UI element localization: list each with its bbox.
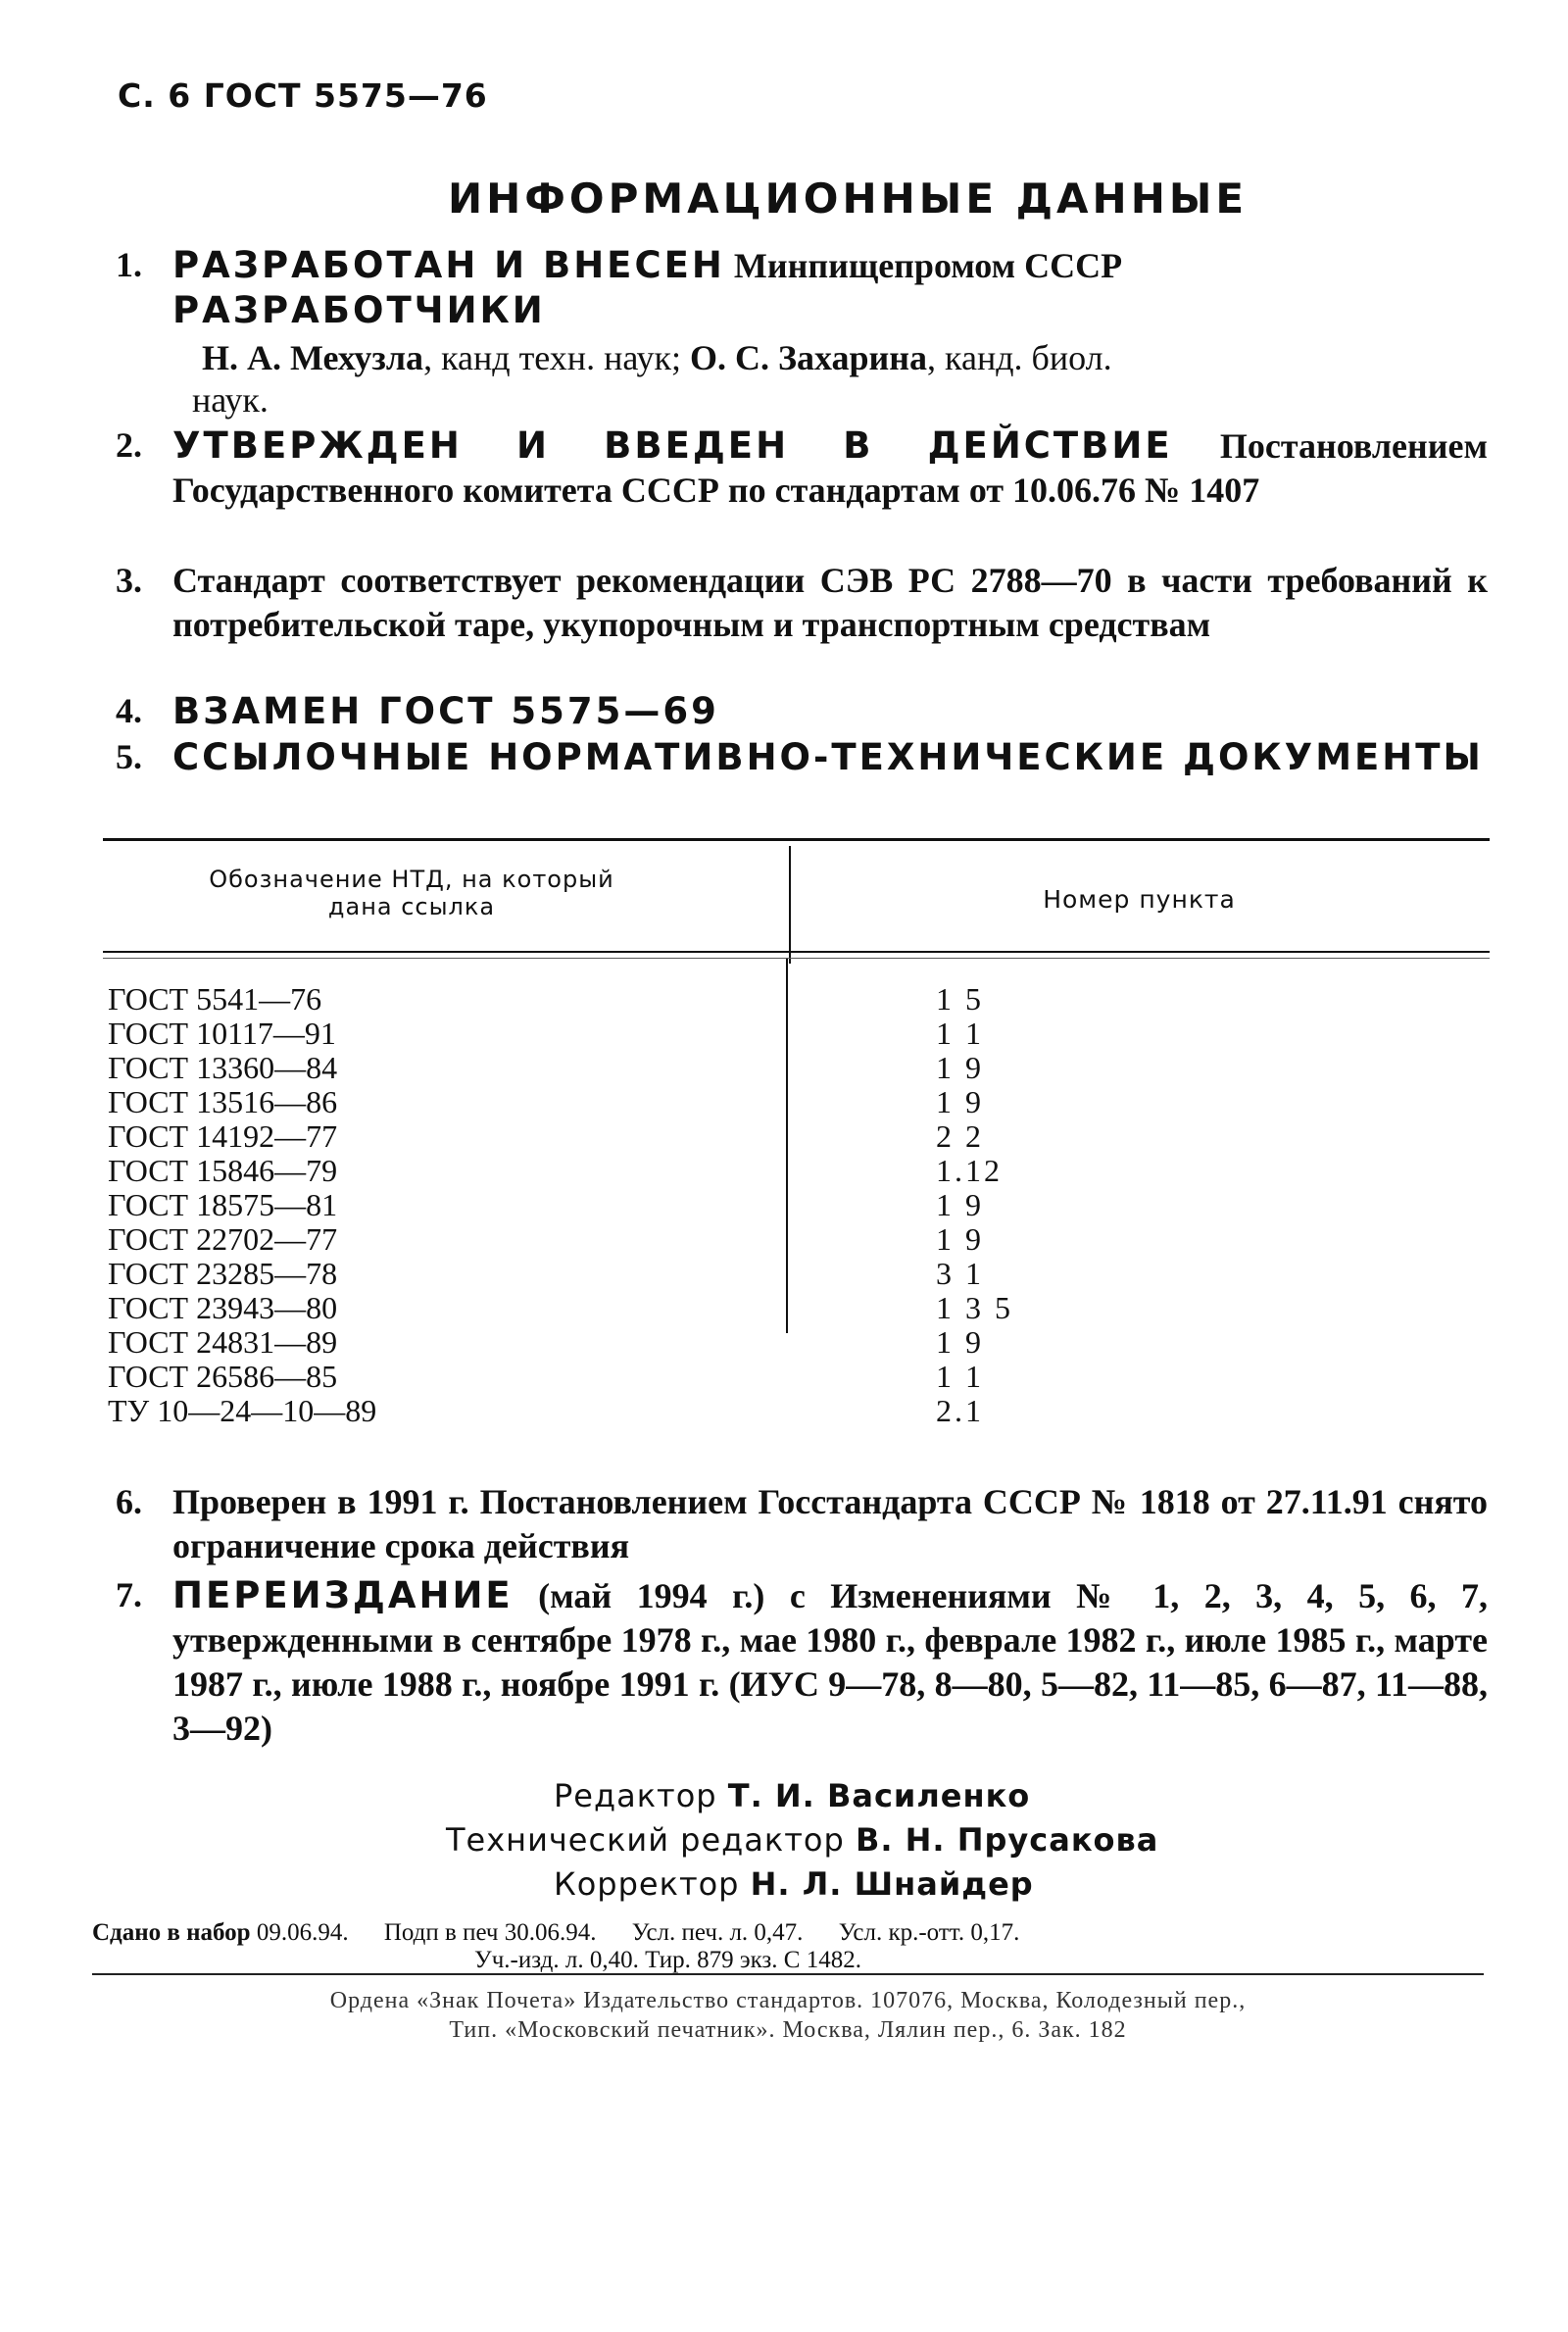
ntd-reference: ГОСТ 13516—86 bbox=[108, 1084, 338, 1119]
table-row bbox=[103, 1325, 1490, 1360]
footer-line: Ордена «Знак Почета» Издательство стандартов. 107076, Москва, Колодезный пер., bbox=[329, 1988, 1247, 2013]
developers-caption: РАЗРАБОТЧИКИ bbox=[172, 289, 546, 331]
item-text: Минпищепромом СССР bbox=[733, 246, 1123, 285]
tech-editor-line bbox=[0, 1820, 1568, 1860]
item-number: 2. bbox=[116, 425, 142, 465]
ntd-reference: ГОСТ 22702—77 bbox=[108, 1221, 338, 1257]
item-number: 1. bbox=[116, 245, 142, 284]
table-row bbox=[103, 1119, 1490, 1154]
point-number: 1 9 bbox=[936, 1221, 984, 1257]
point-number: 1 9 bbox=[936, 1187, 984, 1222]
imprint-line-2: Уч.-изд. л. 0,40. Тир. 879 экз. С 1482. bbox=[474, 1947, 861, 1973]
point-number: 2.1 bbox=[936, 1393, 984, 1428]
column-header-point: Номер пункта bbox=[1043, 885, 1236, 914]
point-number: 1 9 bbox=[936, 1084, 984, 1119]
item-6 bbox=[116, 1480, 1488, 1568]
point-number: 2 2 bbox=[936, 1118, 984, 1154]
item-number: 4. bbox=[116, 691, 142, 730]
table-body bbox=[103, 982, 1490, 1428]
item-text: (май 1994 г.) с Изменениями № 1, 2, 3, 4, 5, 6, 7, утвержденными в сентябре 1978 г., мае 1980 г., феврале 1982 г., июле 1985 г., марте 1987 г., июле 1988 г., ноябре 1991 г. (ИУС 9—78, 8—80, 5—82, 11—85, 6—87, 11—88, 3—92) bbox=[172, 1576, 1489, 1748]
point-number: 3 1 bbox=[936, 1256, 984, 1291]
imprint-print: Подп в печ 30.06.94. bbox=[383, 1919, 597, 1946]
ntd-reference: ТУ 10—24—10—89 bbox=[108, 1393, 377, 1428]
table-row bbox=[103, 1257, 1490, 1291]
table-row bbox=[103, 1394, 1490, 1428]
item-caption: ССЫЛОЧНЫЕ НОРМАТИВНО-ТЕХНИЧЕСКИЕ ДОКУМЕНТЫ bbox=[172, 736, 1484, 778]
signature-name: Т. И. Василенко bbox=[727, 1777, 1031, 1814]
ntd-reference: ГОСТ 26586—85 bbox=[108, 1359, 338, 1394]
item-caption: ВЗАМЕН ГОСТ 5575—69 bbox=[172, 690, 719, 732]
item-text: Проверен в 1991 г. Постановлением Госстандарта СССР № 1818 от 27.11.91 снято ограничение срока действия bbox=[172, 1482, 1488, 1565]
point-number: 1.12 bbox=[936, 1153, 1003, 1188]
table-row bbox=[103, 1222, 1490, 1257]
ntd-reference: ГОСТ 18575—81 bbox=[108, 1187, 338, 1222]
point-number: 1 1 bbox=[936, 1359, 984, 1394]
signature-role: Редактор bbox=[554, 1777, 717, 1814]
item-number: 3. bbox=[116, 561, 142, 600]
header-rule-secondary bbox=[103, 958, 1490, 959]
item-text: Постановлением Государственного комитета СССР по стандартам от 10.06.76 № 1407 bbox=[172, 426, 1488, 510]
item-2 bbox=[116, 423, 1488, 513]
table-row bbox=[103, 1360, 1490, 1394]
item-1 bbox=[116, 243, 1488, 422]
ntd-reference: ГОСТ 13360—84 bbox=[108, 1050, 338, 1085]
table-row bbox=[103, 1188, 1490, 1222]
ntd-reference: ГОСТ 10117—91 bbox=[108, 1016, 336, 1051]
column-header-ntd: Обозначение НТД, на который дана ссылка bbox=[209, 866, 614, 920]
table-row bbox=[103, 1017, 1490, 1051]
point-number: 1 3 5 bbox=[936, 1290, 1013, 1325]
point-number: 1 1 bbox=[936, 1016, 984, 1051]
item-number: 5. bbox=[116, 737, 142, 776]
header-rule bbox=[103, 951, 1490, 953]
developer-degree: , канд техн. наук; bbox=[423, 338, 681, 377]
editor-line bbox=[0, 1776, 1568, 1815]
developer-degree-tail: наук. bbox=[192, 380, 269, 420]
imprint-date: 09.06.94. bbox=[256, 1919, 349, 1946]
item-number: 6. bbox=[116, 1482, 142, 1521]
signature-name: В. Н. Прусакова bbox=[855, 1821, 1159, 1859]
table-row bbox=[103, 1051, 1490, 1085]
signature-role: Корректор bbox=[554, 1865, 740, 1903]
item-caption: УТВЕРЖДЕН И ВВЕДЕН В ДЕЙСТВИЕ bbox=[172, 424, 1173, 467]
developers-list bbox=[192, 337, 1488, 422]
imprint-line-1 bbox=[92, 1918, 1484, 1948]
table-row bbox=[103, 1085, 1490, 1119]
document-title: ИНФОРМАЦИОННЫЕ ДАННЫЕ bbox=[447, 174, 1249, 223]
ntd-reference: ГОСТ 24831—89 bbox=[108, 1324, 338, 1360]
ntd-reference: ГОСТ 15846—79 bbox=[108, 1153, 338, 1188]
point-number: 1 9 bbox=[936, 1050, 984, 1085]
table-row bbox=[103, 1291, 1490, 1325]
item-number: 7. bbox=[116, 1575, 142, 1614]
table-top-rule bbox=[103, 838, 1490, 841]
item-4 bbox=[116, 689, 1488, 734]
item-7 bbox=[116, 1573, 1488, 1751]
ntd-reference: ГОСТ 5541—76 bbox=[108, 981, 322, 1017]
table-row bbox=[103, 1154, 1490, 1188]
ntd-reference: ГОСТ 23285—78 bbox=[108, 1256, 338, 1291]
point-number: 1 9 bbox=[936, 1324, 984, 1360]
ntd-reference: ГОСТ 14192—77 bbox=[108, 1118, 338, 1154]
table-row bbox=[103, 982, 1490, 1017]
item-caption: ПЕРЕИЗДАНИЕ bbox=[172, 1574, 514, 1616]
item-5 bbox=[116, 735, 1488, 780]
item-caption: РАЗРАБОТАН И ВНЕСЕН bbox=[172, 244, 725, 286]
item-3 bbox=[116, 559, 1488, 647]
footer-divider bbox=[92, 1973, 1484, 1975]
imprint-label: Сдано в набор bbox=[92, 1919, 251, 1946]
point-number: 1 5 bbox=[936, 981, 984, 1017]
signature-name: Н. Л. Шнайдер bbox=[750, 1865, 1034, 1903]
footer-line: Тип. «Московский печатник». Москва, Лялин пер., 6. Зак. 182 bbox=[449, 2017, 1127, 2043]
page-header: С. 6 ГОСТ 5575—76 bbox=[118, 76, 488, 115]
publisher-footer bbox=[92, 1986, 1484, 2045]
signature-role: Технический редактор bbox=[446, 1821, 845, 1859]
developer-degree: , канд. биол. bbox=[927, 338, 1112, 377]
developer-name: Н. А. Мехузла bbox=[202, 338, 424, 377]
corrector-line bbox=[0, 1864, 1568, 1904]
imprint-kr: Усл. кр.-отт. 0,17. bbox=[838, 1919, 1020, 1946]
imprint-sheets: Усл. печ. л. 0,47. bbox=[631, 1919, 804, 1946]
developer-name: О. С. Захарина bbox=[689, 338, 928, 377]
item-text: Стандарт соответствует рекомендации СЭВ РС 2788—70 в части требований к потребительской таре, укупорочным и транспортным средствам bbox=[172, 561, 1488, 644]
column-divider bbox=[789, 846, 791, 964]
ntd-reference: ГОСТ 23943—80 bbox=[108, 1290, 338, 1325]
